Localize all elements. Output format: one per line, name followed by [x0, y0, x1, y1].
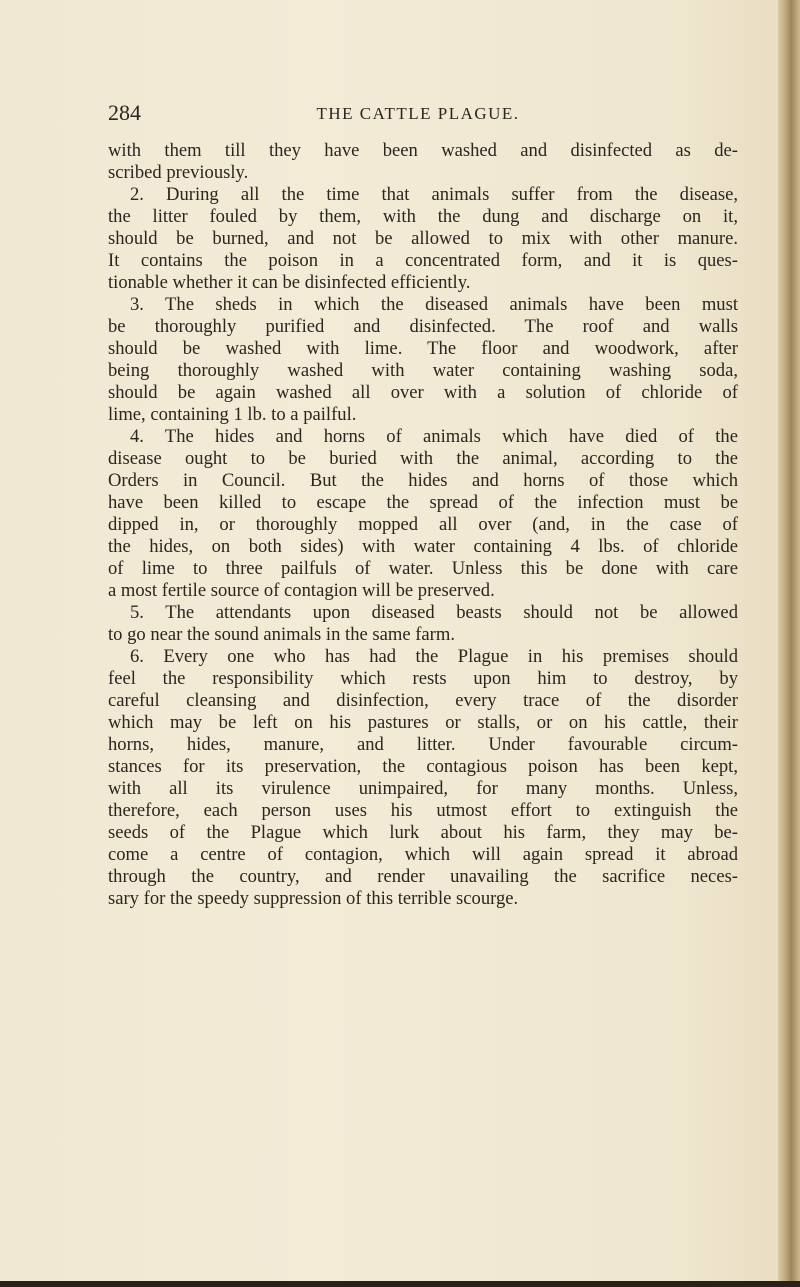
text-line: the hides, on both sides) with water containing 4 lbs. of chloride — [108, 536, 738, 557]
text-line: seeds of the Plague which lurk about his farm, they may be- — [108, 822, 738, 843]
paragraph-4-start: 4. The hides and horns of animals which have died of the — [130, 426, 738, 447]
page-number: 284 — [108, 100, 141, 125]
text-line: through the country, and render unavailing the sacrifice neces- — [108, 866, 738, 887]
text-line: being thoroughly washed with water containing washing soda, — [108, 360, 738, 381]
page-header — [108, 100, 728, 134]
text-line: therefore, each person uses his utmost effort to extinguish the — [108, 800, 738, 821]
paragraph-6-start: 6. Every one who has had the Plague in his premises should — [130, 646, 738, 667]
text-line: of lime to three pailfuls of water. Unless this be done with care — [108, 558, 738, 579]
body-text — [108, 140, 738, 910]
text-line: stances for its preservation, the contagious poison has been kept, — [108, 756, 738, 777]
text-line: scribed previously. — [108, 162, 249, 183]
text-line: should be washed with lime. The floor and woodwork, after — [108, 338, 738, 359]
text-line: with all its virulence unimpaired, for many months. Unless, — [108, 778, 738, 799]
text-line: the litter fouled by them, with the dung and discharge on it, — [108, 206, 738, 227]
text-line: disease ought to be buried with the animal, according to the — [108, 448, 738, 469]
page-bottom-border — [0, 1281, 800, 1287]
text-line: lime, containing 1 lb. to a pailful. — [108, 404, 357, 425]
text-line: be thoroughly purified and disinfected. The roof and walls — [108, 316, 738, 337]
text-line: to go near the sound animals in the same farm. — [108, 624, 455, 645]
text-line: sary for the speedy suppression of this terrible scourge. — [108, 888, 519, 909]
text-line: Orders in Council. But the hides and horns of those which — [108, 470, 738, 491]
paragraph-3-start: 3. The sheds in which the diseased animals have been must — [130, 294, 738, 315]
text-line: should be again washed all over with a solution of chloride of — [108, 382, 738, 403]
paragraph-2-start: 2. During all the time that animals suffer from the disease, — [130, 184, 738, 205]
text-line: which may be left on his pastures or stalls, or on his cattle, their — [108, 712, 738, 733]
text-line: come a centre of contagion, which will again spread it abroad — [108, 844, 738, 865]
paragraph-5-start: 5. The attendants upon diseased beasts should not be allowed — [130, 602, 738, 623]
text-line: with them till they have been washed and disinfected as de- — [108, 140, 738, 161]
text-line: have been killed to escape the spread of the infection must be — [108, 492, 738, 513]
text-line: careful cleansing and disinfection, every trace of the disorder — [108, 690, 738, 711]
text-line: dipped in, or thoroughly mopped all over (and, in the case of — [108, 514, 738, 535]
text-line: a most fertile source of contagion will be preserved. — [108, 580, 495, 601]
text-line: should be burned, and not be allowed to mix with other manure. — [108, 228, 738, 249]
running-head: THE CATTLE PLAGUE. — [316, 104, 520, 123]
text-line: feel the responsibility which rests upon him to destroy, by — [108, 668, 738, 689]
text-line: tionable whether it can be disinfected efficiently. — [108, 272, 471, 293]
text-line: It contains the poison in a concentrated form, and it is ques- — [108, 250, 738, 271]
text-line: horns, hides, manure, and litter. Under favourable circum- — [108, 734, 738, 755]
page-edge-shadow — [778, 0, 800, 1287]
